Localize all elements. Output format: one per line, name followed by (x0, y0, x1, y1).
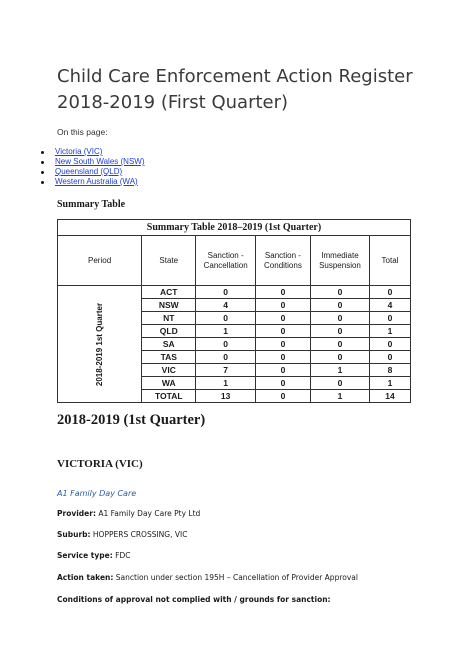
cell-state: SA (142, 338, 196, 351)
header-immediate-suspension: Immediate Suspension (310, 236, 369, 286)
cell-conditions: 0 (255, 299, 310, 312)
cell-immediate: 0 (310, 351, 369, 364)
toc-item-wa (41, 177, 145, 187)
header-cancellation: Sanction - Cancellation (196, 236, 256, 286)
summary-table-caption: Summary Table 2018–2019 (1st Quarter) (58, 220, 411, 236)
cell-conditions: 0 (255, 312, 310, 325)
cell-conditions: 0 (255, 390, 310, 403)
provider-line (57, 509, 200, 518)
cell-total: 4 (370, 299, 411, 312)
toc-item-nsw (41, 157, 145, 167)
cell-immediate: 0 (310, 312, 369, 325)
cell-immediate: 0 (310, 299, 369, 312)
on-this-page-label: On this page: (57, 127, 108, 137)
cell-state: ACT (142, 286, 196, 299)
cell-state: TAS (142, 351, 196, 364)
service-type-label: Service type: (57, 551, 113, 560)
cell-conditions: 0 (255, 338, 310, 351)
service-type-line (57, 551, 130, 560)
bullet-icon (41, 151, 44, 154)
header-state: State (142, 236, 196, 286)
action-taken-value: Sanction under section 195H – Cancellation of Provider Approval (115, 573, 358, 582)
conditions-label: Conditions of approval not complied with / grounds for sanction: (57, 595, 331, 604)
page-title (57, 64, 457, 116)
suburb-label: Suburb: (57, 530, 91, 539)
cell-state: WA (142, 377, 196, 390)
summary-table (57, 219, 411, 403)
cell-immediate: 0 (310, 286, 369, 299)
conditions-line (57, 595, 331, 604)
cell-state: NT (142, 312, 196, 325)
summary-table-heading: Summary Table (57, 199, 126, 210)
cell-cancellation: 4 (196, 299, 256, 312)
cell-conditions: 0 (255, 286, 310, 299)
page-title-line-1: Child Care Enforcement Action Register (57, 66, 413, 87)
provider-value: A1 Family Day Care Pty Ltd (98, 509, 201, 518)
toc-link-wa[interactable]: Western Australia (WA) (55, 177, 138, 186)
cell-state: QLD (142, 325, 196, 338)
cell-total: 8 (370, 364, 411, 377)
cell-cancellation: 0 (196, 286, 256, 299)
cell-conditions: 0 (255, 325, 310, 338)
cell-immediate: 0 (310, 325, 369, 338)
cell-cancellation: 0 (196, 351, 256, 364)
bullet-icon (41, 171, 44, 174)
suburb-line (57, 530, 187, 539)
cell-total: 1 (370, 377, 411, 390)
cell-total: 0 (370, 312, 411, 325)
cell-state: TOTAL (142, 390, 196, 403)
service-name: A1 Family Day Care (57, 489, 137, 498)
period-label: 2018-2019 1st Quarter (95, 302, 105, 387)
state-heading-vic: VICTORIA (VIC) (57, 458, 143, 470)
header-period: Period (58, 236, 142, 286)
toc-item-qld (41, 167, 145, 177)
toc-link-qld[interactable]: Queensland (QLD) (55, 167, 123, 176)
action-taken-line (57, 573, 358, 582)
cell-conditions: 0 (255, 377, 310, 390)
action-taken-label: Action taken: (57, 573, 114, 582)
header-conditions: Sanction - Conditions (255, 236, 310, 286)
suburb-value: HOPPERS CROSSING, VIC (92, 530, 188, 539)
page-title-line-2: 2018-2019 (First Quarter) (57, 92, 289, 113)
cell-cancellation: 13 (196, 390, 256, 403)
cell-cancellation: 1 (196, 377, 256, 390)
cell-total: 14 (370, 390, 411, 403)
provider-label: Provider: (57, 509, 96, 518)
table-of-contents (41, 147, 145, 187)
cell-total: 0 (370, 286, 411, 299)
cell-immediate: 0 (310, 377, 369, 390)
cell-total: 0 (370, 338, 411, 351)
table-row (58, 286, 411, 299)
cell-total: 0 (370, 351, 411, 364)
bullet-icon (41, 181, 44, 184)
cell-conditions: 0 (255, 364, 310, 377)
cell-total: 1 (370, 325, 411, 338)
header-total: Total (370, 236, 411, 286)
toc-item-vic (41, 147, 145, 157)
cell-immediate: 1 (310, 364, 369, 377)
cell-cancellation: 1 (196, 325, 256, 338)
cell-cancellation: 7 (196, 364, 256, 377)
cell-immediate: 0 (310, 338, 369, 351)
summary-table-header-row (58, 236, 411, 286)
cell-conditions: 0 (255, 351, 310, 364)
cell-state: NSW (142, 299, 196, 312)
service-type-value: FDC (115, 551, 131, 560)
bullet-icon (41, 161, 44, 164)
period-cell (58, 286, 142, 403)
section-heading: 2018-2019 (1st Quarter) (57, 412, 206, 428)
toc-link-vic[interactable]: Victoria (VIC) (55, 147, 103, 156)
cell-immediate: 1 (310, 390, 369, 403)
cell-cancellation: 0 (196, 312, 256, 325)
toc-link-nsw[interactable]: New South Wales (NSW) (55, 157, 145, 166)
cell-cancellation: 0 (196, 338, 256, 351)
cell-state: VIC (142, 364, 196, 377)
